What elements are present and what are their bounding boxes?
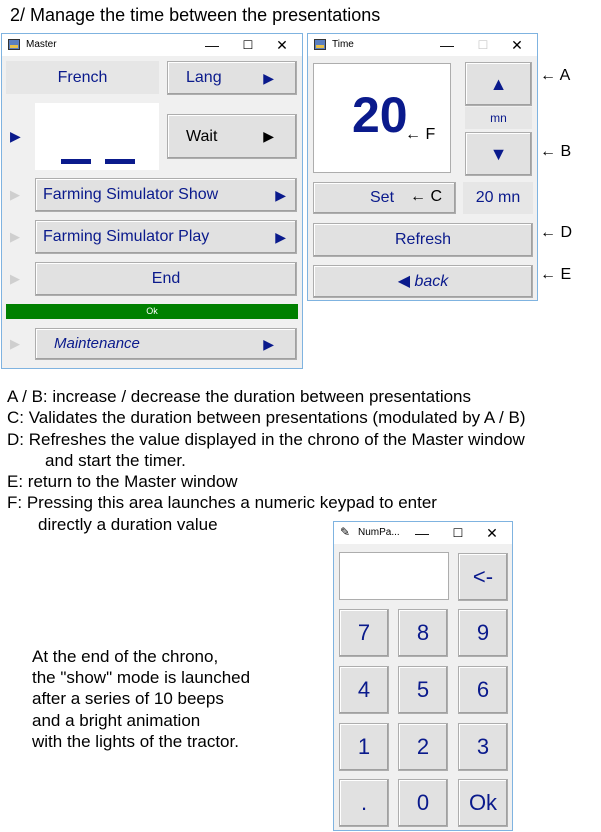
close-button[interactable]: ✕ <box>511 37 523 53</box>
app-icon <box>8 39 20 50</box>
legend-line: A / B: increase / decrease the duration between presentations <box>7 387 472 406</box>
callout-d: ← D <box>540 224 572 241</box>
end-label: End <box>151 270 181 287</box>
master-titlebar <box>2 34 302 56</box>
callout-a: ← A <box>540 67 571 84</box>
french-indicator <box>6 61 159 94</box>
increase-button[interactable] <box>465 62 532 106</box>
note-line: At the end of the chrono, <box>32 647 219 666</box>
play-arrow-icon: ▶ <box>275 187 286 203</box>
close-button[interactable]: ✕ <box>486 525 498 541</box>
note-line: the "show" mode is launched <box>32 668 251 687</box>
minimize-button[interactable]: — <box>440 37 454 53</box>
key-8[interactable]: 8 <box>398 609 448 657</box>
wait-label: Wait <box>186 128 218 145</box>
key-4[interactable]: 4 <box>339 666 389 714</box>
maximize-button[interactable]: ☐ <box>452 526 464 540</box>
numpad-display[interactable] <box>339 552 449 600</box>
show-label: Farming Simulator Show <box>43 186 219 203</box>
current-duration <box>463 182 533 214</box>
time-value-area[interactable] <box>313 63 451 173</box>
window-title: Time <box>332 39 354 50</box>
refresh-button[interactable] <box>313 223 533 257</box>
ok-button[interactable]: Ok <box>458 779 508 827</box>
callout-e: ← E <box>540 266 572 283</box>
key-3[interactable]: 3 <box>458 723 508 771</box>
legend-line: E: return to the Master window <box>7 472 238 491</box>
lang-label: Lang <box>186 69 222 86</box>
legend-line: and start the timer. <box>45 451 186 470</box>
key-9[interactable]: 9 <box>458 609 508 657</box>
back-label: ◀ back <box>397 273 449 290</box>
note-line: and a bright animation <box>32 711 201 730</box>
close-button[interactable]: ✕ <box>276 37 288 53</box>
time-value: 20 <box>352 87 408 143</box>
time-titlebar <box>308 34 537 56</box>
note-line: after a series of 10 beeps <box>32 689 224 708</box>
status-bar <box>6 304 298 319</box>
key-2[interactable]: 2 <box>398 723 448 771</box>
maximize-button[interactable]: ☐ <box>242 38 254 52</box>
legend-line: directly a duration value <box>38 515 218 534</box>
play-label: Farming Simulator Play <box>43 228 210 245</box>
pointer-icon: ▶ <box>10 271 20 286</box>
master-window <box>1 33 303 369</box>
key-0[interactable]: 0 <box>398 779 448 827</box>
callout-b: ← B <box>540 143 572 160</box>
refresh-label: Refresh <box>394 231 452 248</box>
legend-line: D: Refreshes the value displayed in the chrono of the Master window <box>7 430 525 449</box>
play-button[interactable] <box>35 220 297 254</box>
play-arrow-icon: ▶ <box>263 336 274 352</box>
play-arrow-icon: ▶ <box>263 128 274 144</box>
back-button[interactable] <box>313 265 533 298</box>
play-arrow-icon: ▶ <box>263 70 274 86</box>
play-arrow-icon: ▶ <box>275 229 286 245</box>
status-text: Ok <box>146 306 158 316</box>
pointer-icon: ▶ <box>10 187 20 202</box>
decrease-button[interactable] <box>465 132 532 176</box>
key-1[interactable]: 1 <box>339 723 389 771</box>
current-duration-text: 20 mn <box>475 189 521 206</box>
show-button[interactable] <box>35 178 297 212</box>
pointer-icon: ▶ <box>10 336 20 351</box>
set-label: Set <box>370 189 395 206</box>
callout-c: ← C <box>410 188 442 205</box>
key-dot[interactable]: . <box>339 779 389 827</box>
chrono-display <box>35 103 159 170</box>
french-label: French <box>57 69 108 86</box>
key-5[interactable]: 5 <box>398 666 448 714</box>
lang-button[interactable] <box>167 61 297 95</box>
maintenance-button[interactable] <box>35 328 297 360</box>
chrono-digit-bar <box>105 159 135 164</box>
numpad-titlebar <box>334 522 512 544</box>
unit-label <box>465 107 532 129</box>
pointer-icon: ▶ <box>10 128 21 144</box>
app-icon <box>314 39 326 50</box>
end-button[interactable] <box>35 262 297 296</box>
legend-line: C: Validates the duration between presentations (modulated by A / B) <box>7 408 526 427</box>
window-title: NumPa... <box>358 527 400 538</box>
maintenance-label: Maintenance <box>54 335 140 352</box>
wait-button[interactable] <box>167 114 297 159</box>
minimize-button[interactable]: — <box>205 37 219 53</box>
unit-text: mn <box>490 111 507 125</box>
numpad-window <box>333 521 513 831</box>
up-arrow-icon: ▲ <box>489 74 508 94</box>
pointer-icon: ▶ <box>10 229 20 244</box>
chrono-digit-bar <box>61 159 91 164</box>
note-line: with the lights of the tractor. <box>32 732 239 751</box>
down-arrow-icon: ▼ <box>489 144 508 164</box>
page-heading: 2/ Manage the time between the presentations <box>10 5 381 25</box>
legend-line: F: Pressing this area launches a numeric keypad to enter <box>7 493 437 512</box>
key-7[interactable]: 7 <box>339 609 389 657</box>
maximize-button: ☐ <box>477 38 489 52</box>
feather-icon: ✎ <box>340 525 351 539</box>
key-6[interactable]: 6 <box>458 666 508 714</box>
callout-f: ← F <box>405 126 436 143</box>
time-window <box>307 33 538 301</box>
minimize-button[interactable]: — <box>415 525 429 541</box>
backspace-button[interactable]: <- <box>458 553 508 601</box>
window-title: Master <box>26 39 57 50</box>
